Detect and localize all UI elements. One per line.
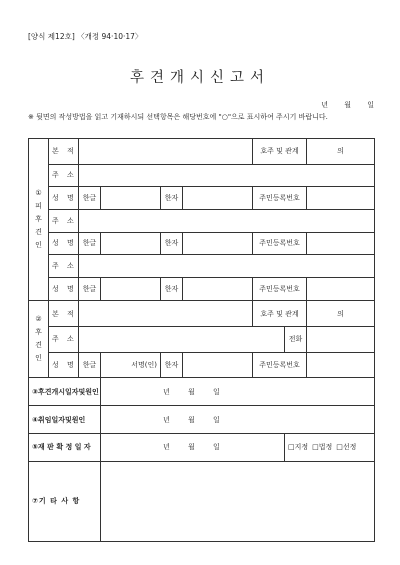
- guardian-resident-number-field[interactable]: [307, 352, 375, 378]
- ward-hanja-label-1: 한자: [161, 187, 183, 210]
- appointment-type-checkboxes: [285, 433, 375, 461]
- guardian-hanja-name-field[interactable]: [183, 352, 253, 378]
- form-number: [양식 제12호] 〈개정 94·10·17〉: [28, 32, 143, 41]
- ward-resident-number-field-3[interactable]: [307, 277, 375, 301]
- ward-hangul-label-2: 한글: [79, 232, 101, 255]
- guardian-section-label: ② 후 견 인: [29, 301, 49, 378]
- ward-resident-number-field-2[interactable]: [307, 232, 375, 255]
- guardian-domicile-field[interactable]: [79, 301, 253, 327]
- guardian-phone-label: 전화: [285, 327, 307, 353]
- instructions-notice: ※ 뒷면의 작성방법을 읽고 기재하시되 선택항목은 해당번호에 "○"으로 표시하여 주시기 바랍니다.: [28, 113, 328, 121]
- guardian-hangul-name-field[interactable]: 서명(인): [101, 352, 161, 378]
- guardian-hanja-label: 한자: [161, 352, 183, 378]
- ward-hangul-name-field-3[interactable]: [101, 277, 161, 301]
- court-confirmation-date-label: ⑤재 판 확 정 일 자: [29, 433, 101, 461]
- statutory-checkbox[interactable]: □법정: [312, 443, 333, 452]
- guardian-hangul-label: 한글: [79, 352, 101, 378]
- ward-hanja-label-2: 한자: [161, 232, 183, 255]
- designated-checkbox[interactable]: □지정: [288, 443, 309, 452]
- ward-resident-number-label-3: 주민등록번호: [253, 277, 307, 301]
- guardianship-start-date-field[interactable]: 년 월 일: [101, 378, 375, 406]
- ward-hangul-label-1: 한글: [79, 187, 101, 210]
- ward-hangul-name-field-1[interactable]: [101, 187, 161, 210]
- court-confirmation-date-field[interactable]: 년 월 일: [101, 433, 285, 461]
- guardianship-start-date-label: ③후견개시일자및원인: [29, 378, 101, 406]
- page-title: 후견개시신고서: [129, 70, 271, 86]
- appointment-date-field[interactable]: 년 월 일: [101, 406, 375, 434]
- appointment-date-label: ④취임일자및원인: [29, 406, 101, 434]
- ward-domicile-label: 본 적: [49, 139, 79, 165]
- ward-hanja-label-3: 한자: [161, 277, 183, 301]
- ward-resident-number-label-1: 주민등록번호: [253, 187, 307, 210]
- ward-resident-number-label-2: 주민등록번호: [253, 232, 307, 255]
- ward-hanja-name-field-3[interactable]: [183, 277, 253, 301]
- guardian-phone-field[interactable]: [307, 327, 375, 353]
- ward-address-label-2: 주 소: [49, 209, 79, 232]
- ward-household-relation-label: 호주 및 관계: [253, 139, 307, 165]
- ward-address-label-3: 주 소: [49, 255, 79, 278]
- selected-checkbox[interactable]: □선정: [336, 443, 357, 452]
- other-matters-field[interactable]: [101, 461, 375, 541]
- ward-name-label-3: 성 명: [49, 277, 79, 301]
- ward-address-field-2[interactable]: [79, 209, 375, 232]
- ward-address-field-3[interactable]: [79, 255, 375, 278]
- ward-resident-number-field-1[interactable]: [307, 187, 375, 210]
- ward-domicile-field[interactable]: [79, 139, 253, 165]
- ward-hangul-name-field-2[interactable]: [101, 232, 161, 255]
- filing-date-line: 년 월 일: [321, 101, 374, 109]
- guardian-domicile-label: 본 적: [49, 301, 79, 327]
- ward-household-relation-field[interactable]: 의: [307, 139, 375, 165]
- guardian-address-field[interactable]: [79, 327, 285, 353]
- ward-address-field-1[interactable]: [79, 164, 375, 187]
- other-matters-label: ⑦기 타 사 항: [29, 461, 101, 541]
- ward-address-label-1: 주 소: [49, 164, 79, 187]
- guardian-name-label: 성 명: [49, 352, 79, 378]
- ward-name-label-1: 성 명: [49, 187, 79, 210]
- guardian-address-label: 주 소: [49, 327, 79, 353]
- ward-section-label: ① 피 후 견 인: [29, 139, 49, 301]
- guardianship-report-form: [28, 138, 375, 542]
- ward-hanja-name-field-2[interactable]: [183, 232, 253, 255]
- ward-name-label-2: 성 명: [49, 232, 79, 255]
- guardian-household-relation-label: 호주 및 관계: [253, 301, 307, 327]
- guardian-household-relation-field[interactable]: 의: [307, 301, 375, 327]
- ward-hanja-name-field-1[interactable]: [183, 187, 253, 210]
- ward-hangul-label-3: 한글: [79, 277, 101, 301]
- guardian-resident-number-label: 주민등록번호: [253, 352, 307, 378]
